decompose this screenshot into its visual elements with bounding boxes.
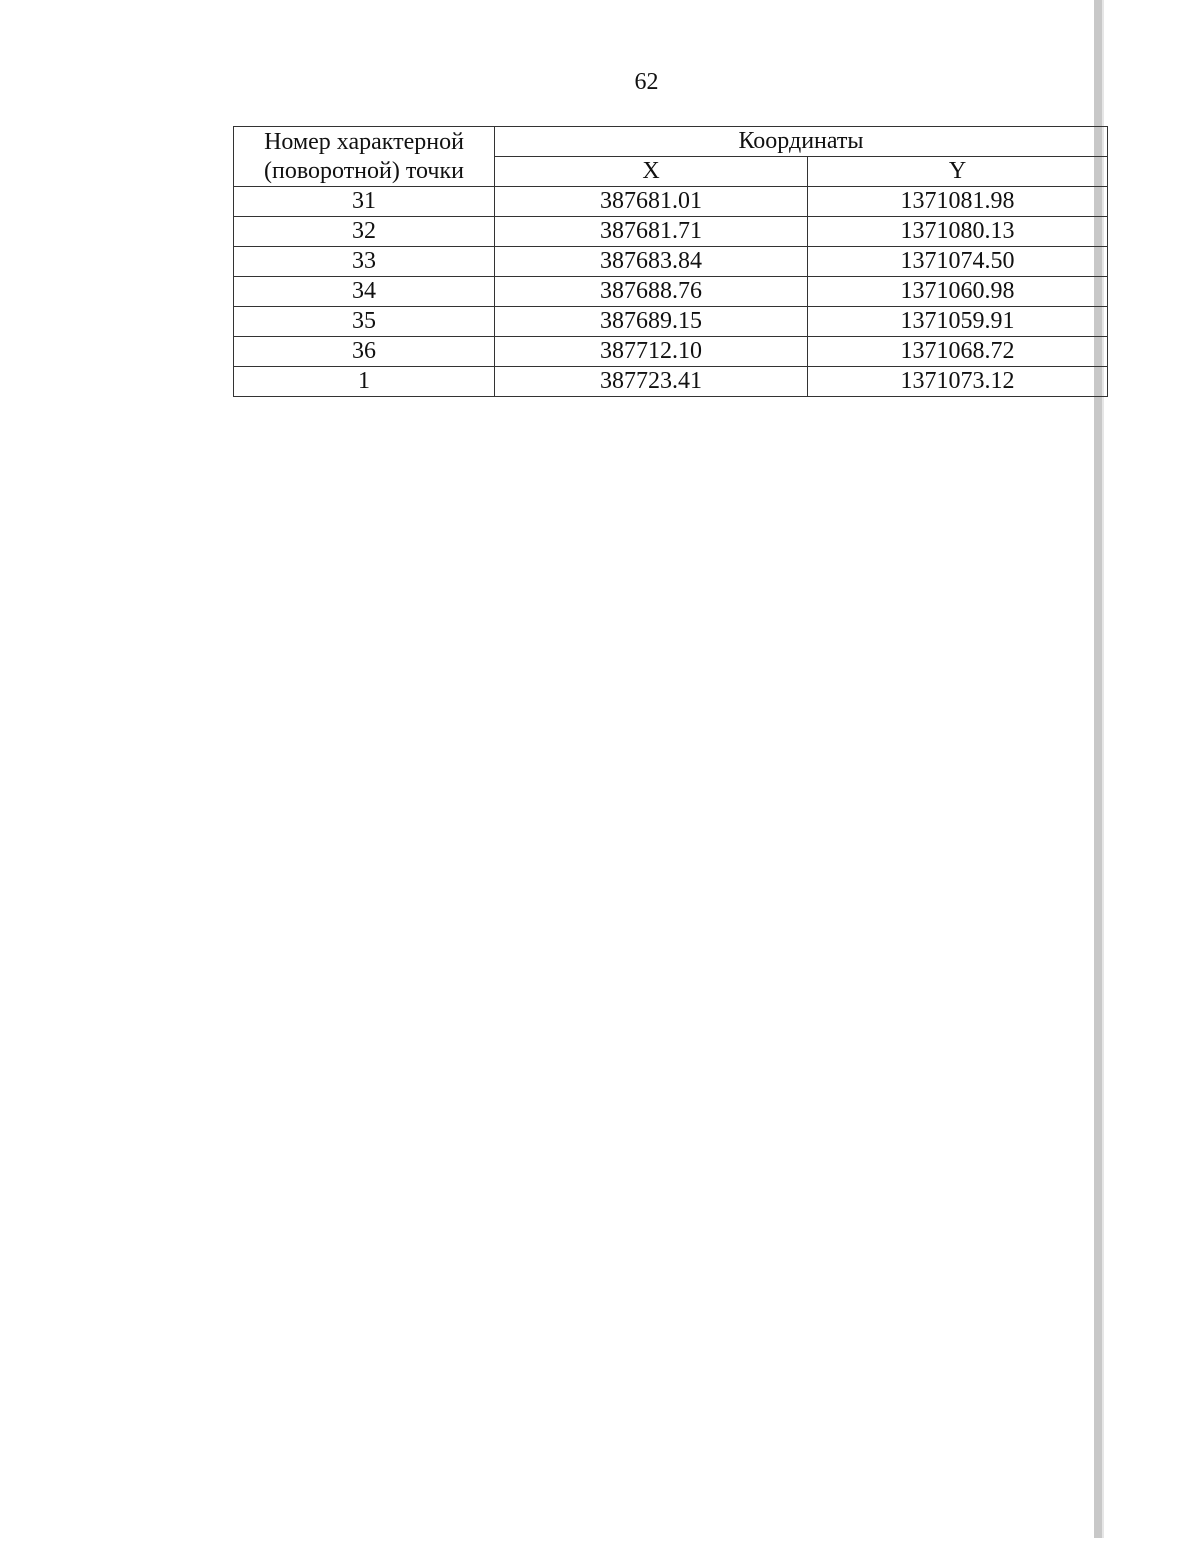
x-cell: 387688.76 (495, 277, 808, 307)
x-cell: 387681.71 (495, 217, 808, 247)
y-cell: 1371068.72 (808, 337, 1108, 367)
x-cell: 387723.41 (495, 367, 808, 397)
point-cell: 32 (234, 217, 495, 247)
point-cell: 31 (234, 187, 495, 217)
point-cell: 1 (234, 367, 495, 397)
y-cell: 1371081.98 (808, 187, 1108, 217)
y-cell: 1371059.91 (808, 307, 1108, 337)
point-header-line-1: Номер характерной (264, 128, 464, 155)
point-cell: 34 (234, 277, 495, 307)
x-cell: 387683.84 (495, 247, 808, 277)
point-header-line-2: (поворотной) точки (264, 157, 464, 184)
table-row (234, 247, 1108, 277)
point-cell: 36 (234, 337, 495, 367)
table-row (234, 187, 1108, 217)
point-cell: 35 (234, 307, 495, 337)
point-number-header (234, 127, 495, 187)
table-body (234, 187, 1108, 397)
table-row (234, 277, 1108, 307)
table-header (234, 127, 1108, 187)
x-cell: 387689.15 (495, 307, 808, 337)
y-cell: 1371080.13 (808, 217, 1108, 247)
x-header: X (495, 157, 808, 187)
table-row (234, 307, 1108, 337)
y-cell: 1371073.12 (808, 367, 1108, 397)
y-header: Y (808, 157, 1108, 187)
table-row (234, 367, 1108, 397)
x-cell: 387681.01 (495, 187, 808, 217)
coordinates-table (233, 126, 1108, 397)
y-cell: 1371074.50 (808, 247, 1108, 277)
page-number: 62 (634, 69, 659, 95)
point-cell: 33 (234, 247, 495, 277)
header-row (234, 127, 1108, 157)
table-row (234, 337, 1108, 367)
coordinates-header: Координаты (495, 127, 1108, 157)
y-cell: 1371060.98 (808, 277, 1108, 307)
x-cell: 387712.10 (495, 337, 808, 367)
table-row (234, 217, 1108, 247)
